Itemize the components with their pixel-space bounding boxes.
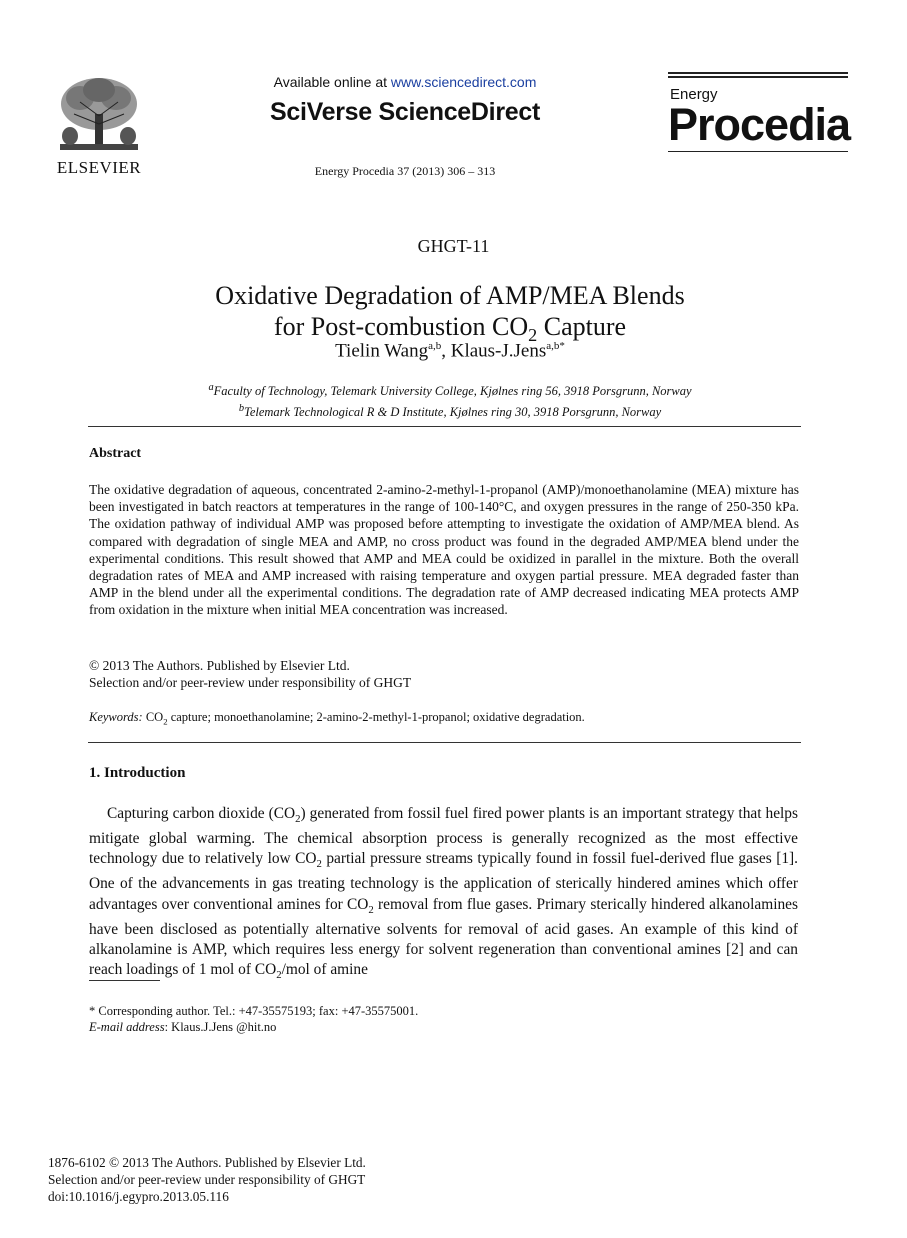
authors: Tielin Wang$^{a,b}$, Klaus-J.Jens$^{a,b*}$: [335, 340, 565, 362]
publication-info: [48, 1154, 548, 1205]
procedia-rule: [668, 151, 848, 152]
divider: [88, 426, 801, 427]
copyright-line: © 2013 The Authors. Published by Elsevier Ltd.: [89, 658, 350, 673]
keywords-label: Keywords:: [89, 710, 143, 724]
footnote-rule: [89, 980, 160, 981]
journal-citation: Energy Procedia 37 (2013) 306 – 313: [314, 164, 496, 178]
procedia-rule: [668, 72, 848, 74]
keywords: Keywords: $CO_2$ capture; monoethanolamine; 2-amino-2-methyl-1-propanol; oxidative degradation.: [89, 710, 585, 727]
author-name: Klaus-J.Jens: [450, 340, 547, 362]
title-line-2: for Post-combustion $CO_2$ Capture: [273, 312, 627, 346]
corresponding-author: * Corresponding author. Tel.: +47-35575193; fax: +47-35575001.: [89, 1004, 419, 1018]
section-heading-introduction: 1. Introduction: [89, 765, 186, 781]
title-line-1: Oxidative Degradation of AMP/MEA Blends: [215, 281, 685, 310]
affiliation-a: $^a$Faculty of Technology, Telemark University College, Kjølnes ring 56, 3918 Porsgrunn, Norway: [208, 382, 692, 399]
journal-energy-word: Energy: [670, 86, 718, 103]
introduction-paragraph: Capturing carbon dioxide $(CO_2)$ generated from fossil fuel fired power plants is an important strategy that helps mitigate global warming. The chemical absorption process is generally recognized as the most effective technology due to relatively low $CO_2$ partial pressure streams typically found in fossil fuel-derived flue gases [1]. One of the advancements in gas treating technology is the application of sterically hindered amines which offer advantages over conventional amines for $CO_2$ removal from flue gases. Primary sterically hindered alkanolamines have been disclosed as potentially alternative solvents for removal of acid gases. An example of this kind of alkanolamine is AMP, which requires less energy for solvent regeneration than conventional amines [2] and can reach loadings of 1 mol of $CO_2$/mol of amine: [89, 805, 799, 981]
procedia-rule: [668, 76, 848, 78]
review-line: Selection and/or peer-review under responsibility of GHGT: [48, 1172, 366, 1187]
divider: [88, 742, 801, 743]
footnote: [89, 1003, 689, 1035]
sciencedirect-link[interactable]: www.sciencedirect.com: [390, 74, 537, 90]
journal-procedia-word: Procedia: [668, 99, 851, 150]
affiliation-b: $^b$Telemark Technological R & D Institute, Kjølnes ring 30, 3918 Porsgrunn, Norway: [238, 403, 662, 420]
elsevier-wordmark: ELSEVIER: [56, 158, 142, 177]
issn-line: 1876-6102 © 2013 The Authors. Published by Elsevier Ltd.: [48, 1155, 366, 1170]
doi-line[interactable]: doi:10.1016/j.egypro.2013.05.116: [48, 1189, 229, 1204]
energy-procedia-logo: [668, 72, 851, 154]
available-online: [200, 74, 610, 90]
available-online-label: Available online at: [273, 74, 387, 90]
elsevier-logo: [50, 74, 148, 178]
affiliations: [100, 379, 800, 421]
author-name: Tielin Wang: [335, 340, 429, 362]
email-line: E-mail address: Klaus.J.Jens @hit.no: [89, 1020, 277, 1034]
sciverse-logo: SciVerse ScienceDirect: [270, 98, 540, 126]
copyright: [89, 657, 689, 691]
elsevier-tree-icon: [50, 74, 148, 156]
selection-line: Selection and/or peer-review under responsibility of GHGT: [89, 675, 412, 690]
abstract-heading: Abstract: [89, 446, 142, 461]
conference-name: GHGT-11: [417, 236, 490, 256]
abstract-text: The oxidative degradation of aqueous, concentrated 2-amino-2-methyl-1-propanol (AMP)/monoethanolamine (MEA) mixture has been investigated in batch reactors at temperatures in the range of 100-140°C, and oxygen pressures in the range of 250-350 kPa. The oxidation pathway of individual AMP was proposed before attempting to investigate the oxidation of AMP/MEA blend. As compared with degradation of single MEA and AMP, no cross product was found in the degraded AMP/MEA blend under the experimental conditions. This result showed that AMP and MEA could be oxidized in parallel in the mixture. Both the overall degradation rates of MEA and AMP increased with raising temperature and oxygen partial pressure. MEA degraded faster than AMP in the blend under all the experimental conditions. The degradation rate of AMP decreased indicating MEA protects AMP from oxidation in the mixture when initial MEA concentration was increased.: [89, 482, 799, 618]
